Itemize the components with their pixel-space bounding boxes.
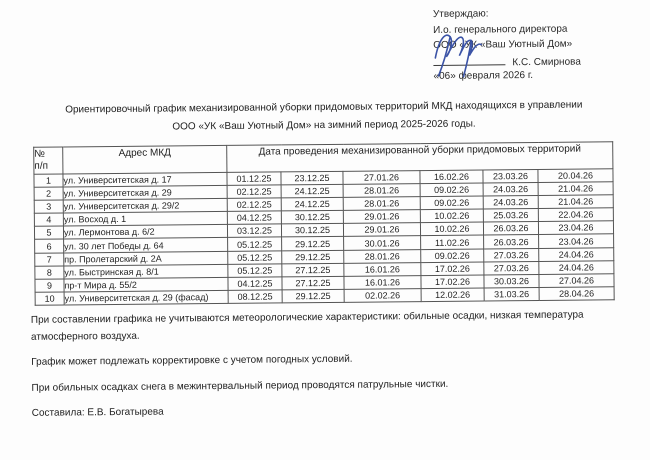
date-cell: 17.02.26: [421, 262, 484, 276]
date-cell: 29.12.25: [282, 237, 344, 251]
date-cell: 30.01.26: [344, 236, 421, 250]
date-cell: 04.12.25: [227, 211, 281, 225]
document-title: [27, 96, 621, 137]
document-title-line2: ООО «УК «Ваш Уютный Дом» на зимний период 2025-2026 годы.: [172, 118, 476, 132]
header-address-cell: Адрес МКД: [63, 145, 227, 174]
date-cell: 24.04.26: [539, 260, 614, 274]
date-cell: 22.04.26: [538, 208, 613, 222]
row-number-cell: 3: [34, 200, 63, 213]
signer-name: К.С. Смирнова: [512, 56, 581, 68]
date-cell: 30.12.25: [281, 224, 343, 238]
signature-row: [433, 52, 643, 70]
notes-block: [31, 307, 604, 431]
date-cell: 16.01.26: [344, 262, 421, 276]
note-weather: При составлении графика не учитываются метеорологические характеристики: обильные осадки, низкая температура атмосферного воздуха.: [30, 309, 584, 343]
date-cell: 05.12.25: [228, 250, 282, 264]
date-cell: 16.02.26: [420, 170, 483, 184]
date-cell: 05.12.25: [228, 237, 282, 251]
address-cell: пр. Пролетарский д. 2А: [64, 251, 228, 266]
date-cell: 31.03.26: [484, 287, 539, 301]
date-cell: 17.02.26: [421, 275, 484, 289]
address-cell: ул. 30 лет Победы д. 64: [64, 238, 228, 253]
address-cell: ул. Восход д. 1: [63, 212, 227, 227]
approval-block: [433, 5, 644, 85]
date-cell: 27.03.26: [484, 261, 539, 275]
date-cell: 23.04.26: [539, 234, 614, 248]
date-cell: 02.12.25: [227, 185, 281, 199]
note-adjustment: График может подлежать корректировке с учетом погодных условий.: [31, 353, 353, 368]
note-patrol: При обильных осадках снега в межинтервальный период проводятся патрульные чистки.: [31, 378, 449, 394]
date-cell: 28.01.26: [344, 249, 421, 263]
date-cell: 24.12.25: [281, 198, 343, 212]
date-cell: 24.12.25: [281, 184, 343, 198]
address-cell: ул. Университетская д. 29: [63, 186, 227, 201]
row-number-cell: 1: [34, 174, 63, 187]
date-cell: 01.12.25: [227, 172, 281, 186]
date-cell: 03.12.25: [227, 224, 281, 238]
date-cell: 28.01.26: [343, 197, 420, 211]
date-cell: 16.01.26: [344, 275, 421, 289]
signature-line: [433, 53, 505, 66]
document-title-line1: Ориентировочный график механизированной уборки придомовых территорий МКД находящихся в управлении: [65, 99, 583, 116]
date-cell: 20.04.26: [538, 169, 613, 183]
row-number-cell: 4: [34, 213, 63, 226]
address-cell: ул. Университетская д. 17: [63, 172, 227, 187]
date-cell: 23.03.26: [483, 169, 538, 183]
date-cell: 09.02.26: [420, 183, 483, 197]
row-number-cell: 6: [35, 239, 64, 252]
date-cell: 12.02.26: [421, 288, 484, 302]
row-number-cell: 5: [34, 226, 63, 239]
date-cell: 27.04.26: [539, 273, 614, 287]
date-cell: 21.04.26: [538, 195, 613, 209]
date-cell: 24.04.26: [539, 247, 614, 261]
date-cell: 29.01.26: [343, 223, 420, 237]
address-cell: ул. Лермонтова д. 6/2: [63, 225, 227, 240]
date-cell: 21.04.26: [538, 182, 613, 196]
date-cell: 27.12.25: [282, 263, 344, 277]
address-cell: ул. Университетская д. 29/2: [63, 199, 227, 214]
approval-company: ООО «УК «Ваш Уютный Дом»: [433, 38, 573, 52]
approval-heading: Утверждаю:: [432, 8, 489, 20]
row-number-cell: 10: [35, 292, 64, 305]
row-number-cell: 8: [35, 266, 64, 279]
address-cell: ул. Быстринская д. 8/1: [64, 264, 228, 279]
date-cell: 24.03.26: [483, 196, 538, 210]
date-cell: 10.02.26: [420, 222, 483, 236]
date-cell: 30.12.25: [281, 211, 343, 225]
address-cell: ул. Университетская д. 29 (фасад): [64, 290, 228, 305]
date-cell: 10.02.26: [420, 209, 483, 223]
date-cell: 27.03.26: [484, 248, 539, 262]
date-cell: 09.02.26: [420, 196, 483, 210]
date-cell: 02.02.26: [344, 288, 421, 302]
date-cell: 29.12.25: [282, 250, 344, 264]
header-number-cell: № п/п: [34, 147, 63, 174]
row-number-cell: 2: [34, 187, 63, 200]
schedule-table: [33, 141, 615, 305]
date-cell: 08.12.25: [228, 290, 282, 304]
date-cell: 23.12.25: [281, 171, 343, 185]
date-cell: 30.03.26: [484, 274, 539, 288]
date-cell: 05.12.25: [228, 264, 282, 278]
date-cell: 28.04.26: [539, 287, 614, 301]
date-cell: 04.12.25: [228, 277, 282, 291]
date-cell: 23.04.26: [538, 221, 613, 235]
row-number-cell: 9: [35, 279, 64, 292]
date-cell: 11.02.26: [421, 235, 484, 249]
date-cell: 02.12.25: [227, 198, 281, 212]
date-cell: 29.12.25: [282, 289, 344, 303]
date-cell: 26.03.26: [484, 235, 539, 249]
row-number-cell: 7: [35, 253, 64, 266]
approval-position: И.о. генерального директора: [433, 23, 568, 36]
date-cell: 26.03.26: [483, 222, 538, 236]
address-cell: пр-т Мира д. 55/2: [64, 277, 228, 292]
date-cell: 25.03.26: [483, 209, 538, 223]
header-dates-cell: Дата проведения механизированной уборки придомовых территорий: [227, 142, 613, 173]
date-cell: 27.01.26: [343, 171, 420, 185]
date-cell: 24.03.26: [483, 183, 538, 197]
author-line: Составила: Е.В. Богатырева: [31, 406, 164, 419]
approval-date: «06» февраля 2026 г.: [433, 70, 534, 83]
date-cell: 09.02.26: [421, 249, 484, 263]
date-cell: 27.12.25: [282, 276, 344, 290]
date-cell: 29.01.26: [343, 210, 420, 224]
date-cell: 28.01.26: [343, 184, 420, 198]
